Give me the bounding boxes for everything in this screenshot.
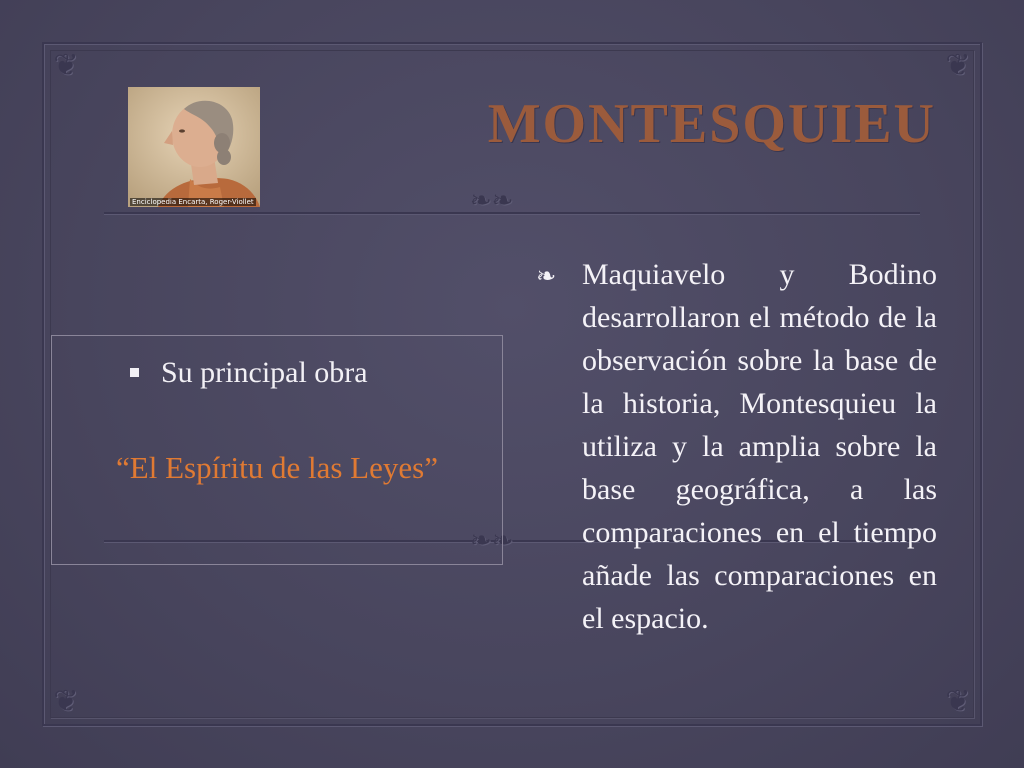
corner-flourish-icon: ❦: [945, 684, 971, 719]
work-title: “El Espíritu de las Leyes”: [116, 450, 438, 485]
corner-flourish-icon: ❦: [945, 48, 971, 83]
portrait-image: [128, 87, 260, 207]
corner-flourish-icon: ❦: [53, 48, 79, 83]
main-bullet-text: Maquiavelo y Bodino desarrollaron el método de la observación sobre la base de la historia, Montesquieu la utiliza y la amplia sobre la base geográfica, a las comparaciones en el tiempo añade las comparaciones en el espacio.: [582, 258, 937, 635]
slide-title: MONTESQUIEU: [487, 93, 936, 155]
scroll-ornament-bullet-icon: ❧: [536, 262, 557, 290]
montesquieu-portrait-icon: [128, 87, 260, 207]
corner-flourish-icon: ❦: [53, 684, 79, 719]
divider-ornament-icon: ❧❧: [470, 186, 514, 216]
work-box: [51, 335, 503, 565]
work-bullet: [130, 356, 368, 390]
divider-ornament-icon: ❧❧: [470, 526, 514, 556]
square-bullet-icon: [130, 368, 139, 377]
work-bullet-text: Su principal obra: [161, 356, 368, 389]
portrait-caption: Enciclopedia Encarta, Roger-Viollet: [132, 198, 254, 206]
